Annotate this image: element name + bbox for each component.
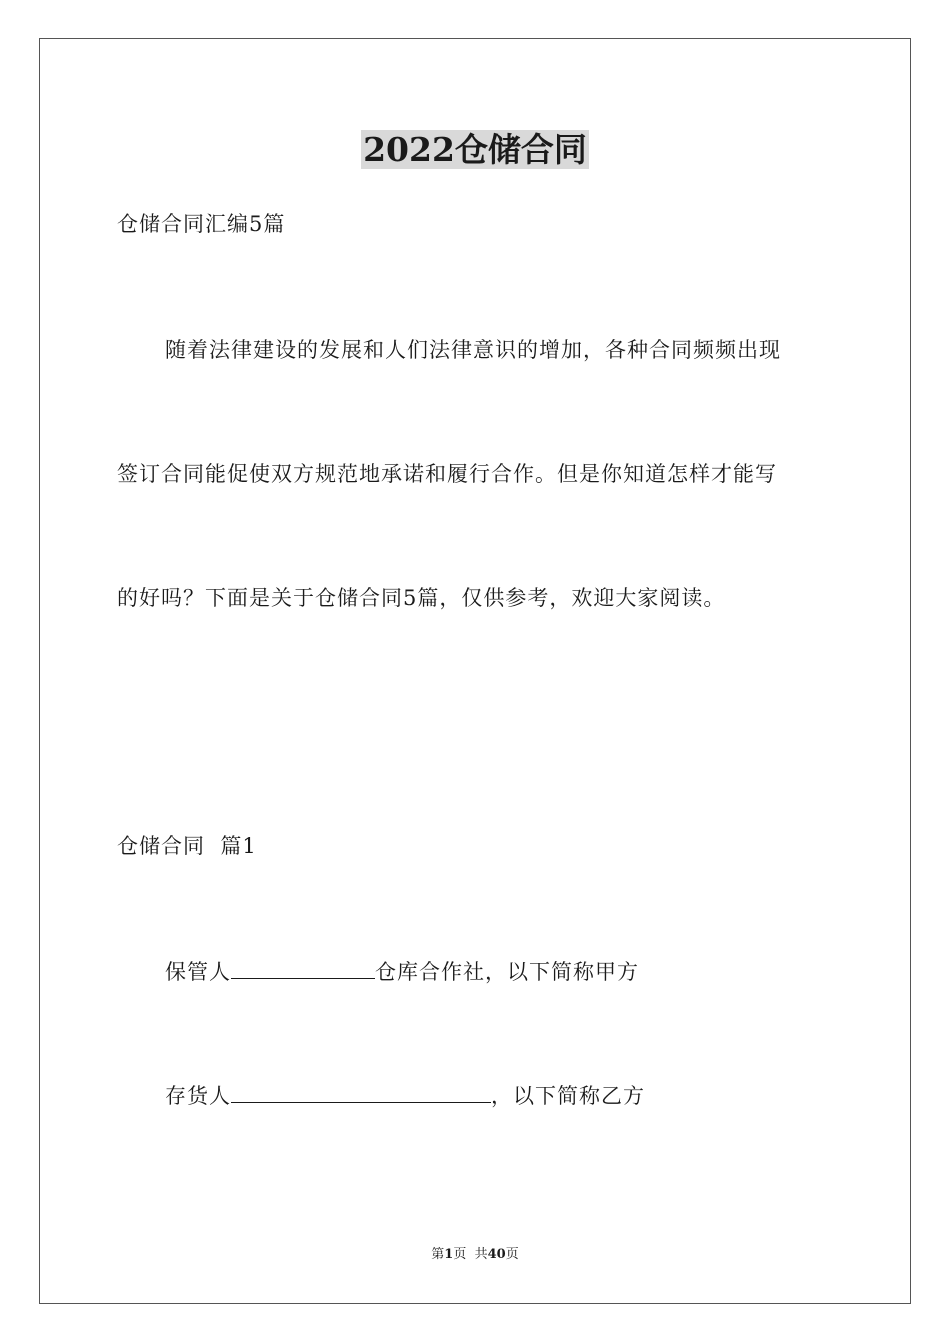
footer-mid: 页 共 xyxy=(453,1247,488,1262)
intro-line-1: 随着法律建设的发展和人们法律意识的增加，各种合同频频出现 xyxy=(165,338,781,362)
intro-line-3: 的好吗？下面是关于仓储合同5篇，仅供参考，欢迎大家阅读。 xyxy=(117,586,726,610)
page-footer xyxy=(0,1246,950,1264)
footer-suffix: 页 xyxy=(505,1247,519,1262)
depositor-label: 存货人 xyxy=(165,1084,231,1108)
document-title xyxy=(0,128,950,172)
depositor-suffix: ，以下简称乙方 xyxy=(491,1084,645,1108)
keeper-label: 保管人 xyxy=(165,960,231,984)
footer-prefix: 第 xyxy=(431,1247,445,1262)
section-heading: 仓储合同 篇1 xyxy=(117,834,257,858)
document-title-text: 2022仓储合同 xyxy=(363,130,587,169)
document-subtitle: 仓储合同汇编5篇 xyxy=(117,212,286,236)
keeper-line xyxy=(165,956,639,987)
intro-line-2: 签订合同能促使双方规范地承诺和履行合作。但是你知道怎样才能写 xyxy=(117,462,777,486)
depositor-blank-field[interactable] xyxy=(231,1080,491,1103)
depositor-line xyxy=(165,1080,645,1111)
keeper-blank-field[interactable] xyxy=(231,956,375,979)
footer-page-total: 40 xyxy=(487,1247,506,1262)
keeper-suffix: 仓库合作社，以下简称甲方 xyxy=(375,960,639,984)
footer-page-number: 1 xyxy=(444,1247,454,1262)
